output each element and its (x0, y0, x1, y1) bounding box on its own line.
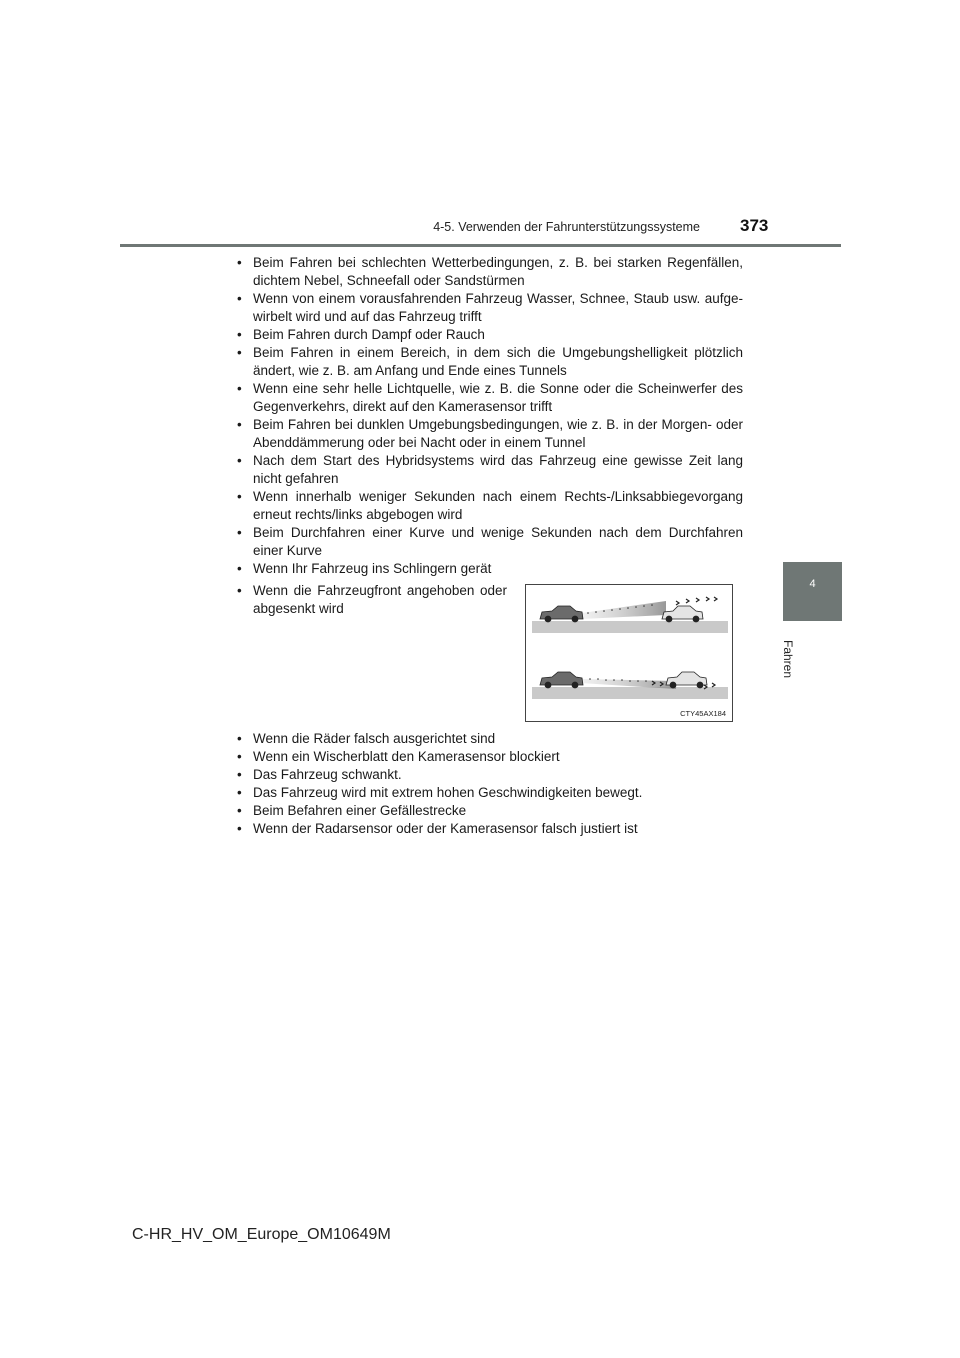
illustration-drawing (526, 585, 732, 721)
document-id: C-HR_HV_OM_Europe_OM10649M (132, 1226, 391, 1243)
chapter-tab[interactable] (783, 562, 842, 621)
list-item: • Beim Durchfahren einer Kurve und wenige Sekunden nach dem Durchfahren einer Kurve (237, 524, 743, 560)
condition-list-bottom (237, 730, 743, 838)
condition-list-top (237, 254, 743, 578)
car-lower-ahead (666, 672, 707, 688)
vehicle-pitch-illustration (525, 584, 733, 722)
list-item: • Wenn innerhalb weniger Sekunden nach einem Rechts-/Linksabbiegevorgang erneut rechts/links abgebogen wird (237, 488, 743, 524)
list-item: • Beim Fahren bei dunklen Umgebungsbedingungen, wie z. B. in der Morgen- oder Abenddämmerung oder bei Nacht oder in einem Tunnel (237, 416, 743, 452)
road-upper (532, 621, 728, 633)
list-item: • Wenn Ihr Fahrzeug ins Schlingern gerät (237, 560, 743, 578)
wave-arrows-upper (676, 597, 717, 605)
car-upper-own (540, 606, 583, 622)
list-item: • Das Fahrzeug schwankt. (237, 766, 743, 784)
list-item: • Beim Fahren durch Dampf oder Rauch (237, 326, 743, 344)
list-item: • Wenn die Fahrzeugfront angehoben oder abgesenkt wird (237, 582, 507, 618)
list-item: • Beim Fahren bei schlechten Wetterbedingungen, z. B. bei starken Regenfällen, dichtem Nebel, Schneefall oder Sandstürmen (237, 254, 743, 290)
list-item: • Beim Fahren in einem Bereich, in dem sich die Umgebungshelligkeit plötzlich ändert, wie z. B. am Anfang und Ende eines Tunnels (237, 344, 743, 380)
page-number: 373 (740, 216, 769, 235)
car-lower-own (540, 672, 583, 688)
list-item: • Beim Befahren einer Gefällestrecke (237, 802, 743, 820)
car-upper-ahead (662, 606, 703, 622)
chapter-number: 4 (809, 578, 816, 590)
chapter-label: Fahren (781, 640, 795, 679)
list-item: • Wenn der Radarsensor oder der Kamerasensor falsch justiert ist (237, 820, 743, 838)
sensor-beam-upper (582, 601, 666, 619)
condition-list-figure (237, 582, 507, 618)
list-item: • Wenn von einem vorausfahrenden Fahrzeug Wasser, Schnee, Staub usw. aufge-wirbelt wird und auf das Fahrzeug trifft (237, 290, 743, 326)
list-item: • Wenn die Räder falsch ausgerichtet sind (237, 730, 743, 748)
header-divider (120, 244, 841, 247)
figure-code: CTY45AX184 (680, 709, 726, 718)
list-item: • Wenn ein Wischerblatt den Kamerasensor blockiert (237, 748, 743, 766)
list-item: • Nach dem Start des Hybridsystems wird das Fahrzeug eine gewisse Zeit lang nicht gefahren (237, 452, 743, 488)
list-item: • Das Fahrzeug wird mit extrem hohen Geschwindigkeiten bewegt. (237, 784, 743, 802)
road-lower (532, 687, 728, 699)
list-item: • Wenn eine sehr helle Lichtquelle, wie z. B. die Sonne oder die Scheinwerfer des Gegenverkehrs, direkt auf den Kamerasensor trifft (237, 380, 743, 416)
section-title: 4-5. Verwenden der Fahrunterstützungssysteme (433, 220, 700, 234)
